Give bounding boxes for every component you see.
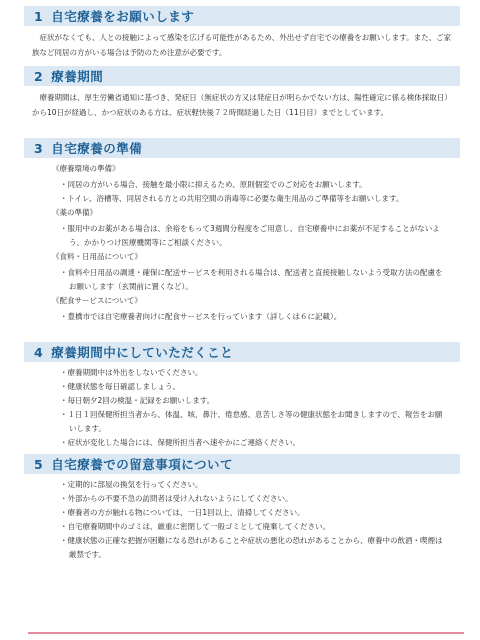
section-title: 自宅療養をお願いします <box>51 9 195 24</box>
list-item: ・健康状態を毎日確認しましょう。 <box>60 382 180 391</box>
list-item: ・症状が変化した場合には、保健所担当者へ速やかにご連絡ください。 <box>60 438 300 447</box>
section-header <box>24 66 460 86</box>
section-title: 療養期間中にしていただくこと <box>51 345 234 360</box>
section-number: 4 <box>34 344 44 360</box>
section-1 <box>24 6 460 60</box>
subheading: 《配食サービスについて》 <box>52 296 142 305</box>
section-paragraph: 療養期間は、厚生労働省通知に基づき、発症日（無症状の方又は発症日が明らかでない方は、陽性確定に係る検体採取日）から10日が経過し、かつ症状のある方は、症状軽快後７２時間経過した日（11日目）までとしています。 <box>32 93 452 117</box>
section-title: 自宅療養での留意事項について <box>51 457 233 472</box>
list-item: ・外部からの不要不急の訪問者は受け入れないようにしてください。 <box>60 494 293 503</box>
section-title: 療養期間 <box>51 69 104 84</box>
list-item: ・療養期間中は外出をしないでください。 <box>60 368 203 377</box>
list-item: ・定期的に部屋の換気を行ってください。 <box>60 480 203 489</box>
section-header <box>24 454 460 474</box>
list-item: ・豊橋市では自宅療養者向けに配食サービスを行っています（詳しくは６に記載）。 <box>60 312 342 321</box>
list-item: ・療養者の方が触れる物については、一日1回以上、清掃してください。 <box>60 508 305 517</box>
list-item: ・食料や日用品の調達・確保に配送サービスを利用される場合は、配送者と直接接触しないよう受取方法の配慮をお願いします（玄関前に置くなど）。 <box>60 268 443 291</box>
section-paragraph: 症状がなくても、人との接触によって感染を広げる可能性があるため、外出せず自宅での療養をお願いします。また、ご家族など同居の方がいる場合は予防のため注意が必要です。 <box>32 33 452 57</box>
subheading: 《食料・日用品について》 <box>52 252 142 261</box>
list-item: ・健康状態の正確な把握が困難になる恐れがあることや症状の悪化の恐れがあることから、療養中の飲酒・喫煙は厳禁です。 <box>60 536 443 559</box>
footer-divider <box>28 632 464 634</box>
section-number: 2 <box>34 68 44 84</box>
section-header <box>24 342 460 362</box>
section-4 <box>24 342 460 450</box>
list-item: ・同居の方がいる場合、接触を最小限に抑えるため、原則個室でのご対応をお願いします。 <box>60 180 367 189</box>
list-item: ・毎日朝夕2回の検温・記録をお願いします。 <box>60 396 215 405</box>
section-number: 5 <box>34 456 44 472</box>
section-title: 自宅療養の準備 <box>51 141 143 156</box>
list-item: ・トイレ、浴槽等、同居される方との共用空間の消毒等に必要な衛生用品のご準備等をお願いします。 <box>60 194 404 203</box>
list-item: ・服用中のお薬がある場合は、余裕をもって3週間分程度をご用意し、自宅療養中にお薬が不足することがないよう、かかりつけ医療機関等にご相談ください。 <box>60 224 440 247</box>
section-5 <box>24 454 460 562</box>
subheading: 《薬の準備》 <box>52 208 97 217</box>
section-number: 3 <box>34 140 44 156</box>
subheading: 《療養環境の準備》 <box>52 164 120 173</box>
section-number: 1 <box>34 8 44 24</box>
list-item: ・１日１回保健所担当者から、体温、咳、鼻汁、倦怠感、息苦しさ等の健康状態をお聞きしますので、報告をお願いします。 <box>60 410 443 433</box>
section-2 <box>24 66 460 120</box>
section-3 <box>24 138 460 324</box>
section-header <box>24 138 460 158</box>
list-item: ・自宅療養期間中のゴミは、厳重に密閉して一般ゴミとして廃棄してください。 <box>60 522 330 531</box>
section-header <box>24 6 460 26</box>
